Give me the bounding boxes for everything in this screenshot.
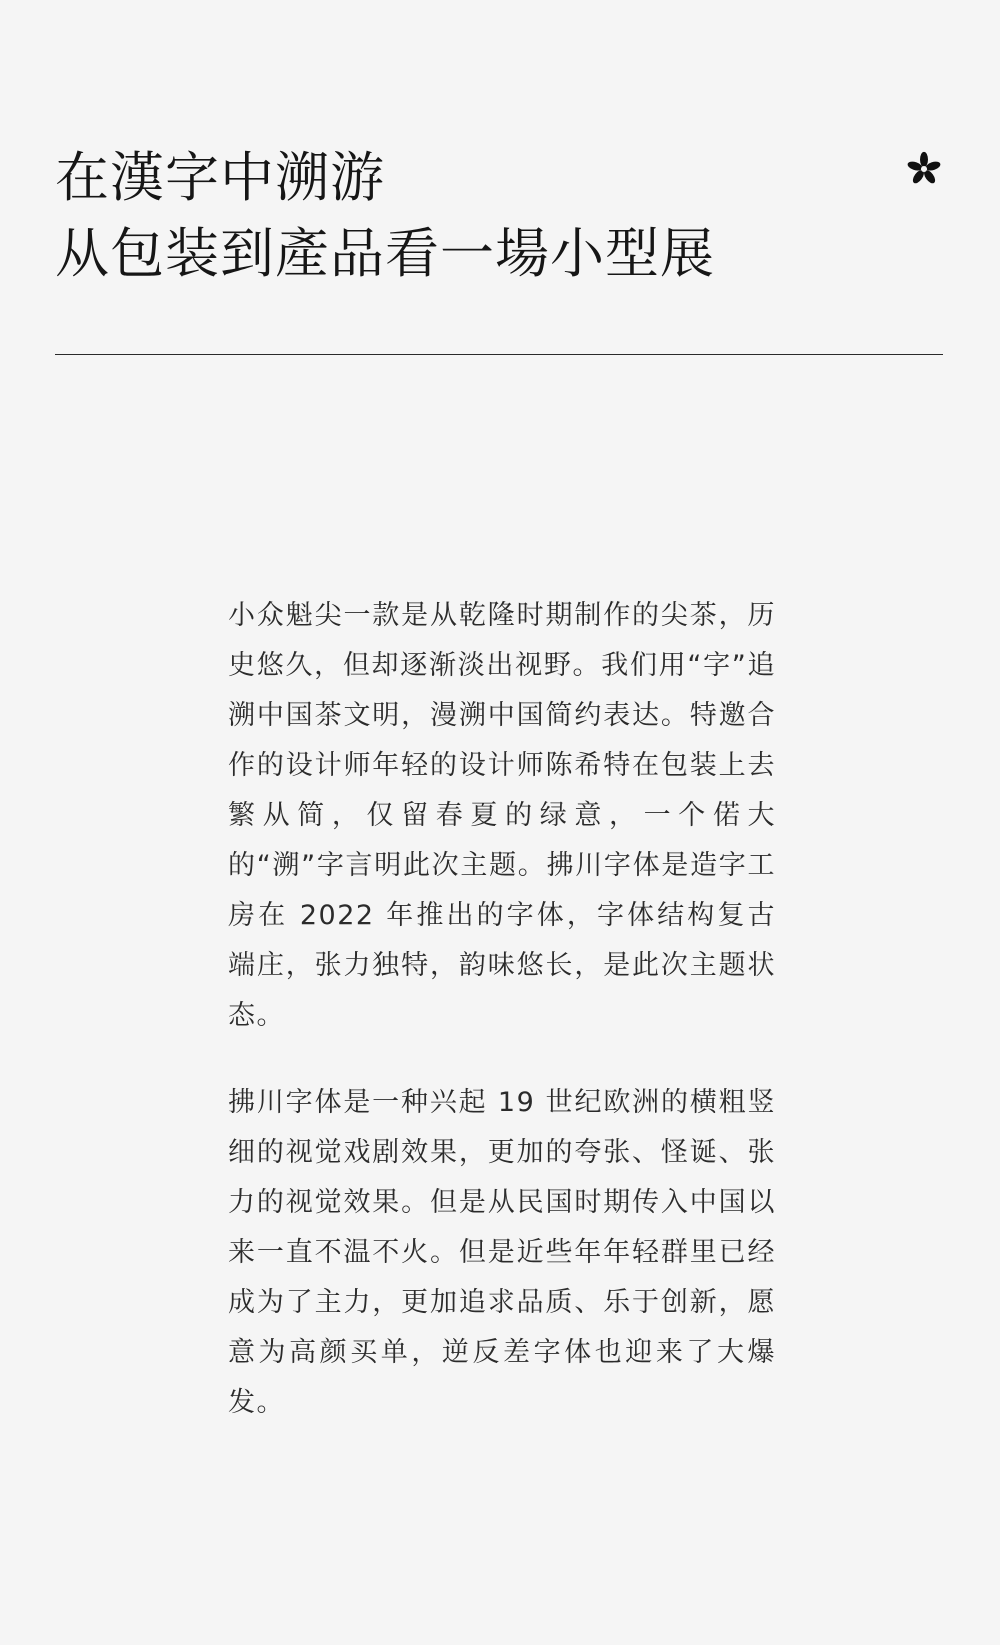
article-paragraph-2: 拂川字体是一种兴起 19 世纪欧洲的横粗竖细的视觉戏剧效果，更加的夸张、怪诞、张力的视觉效果。但是从民国时期传入中国以来一直不温不火。但是近些年年轻群里已经成为了主力，更加追求品质、乐于创新，愿意为高颜买单，逆反差字体也迎来了大爆发。 [228, 1087, 776, 1418]
title-line-2: 从包装到產品看一場小型展 [55, 222, 715, 285]
header-divider [55, 354, 943, 355]
article-paragraph-1: 小众魁尖一款是从乾隆时期制作的尖茶，历史悠久，但却逐渐淡出视野。我们用“字”追溯中国茶文明，漫溯中国简约表达。特邀合作的设计师年轻的设计师陈希特在包装上去繁从简，仅留春夏的绿意，一个偌大的“溯”字言明此次主题。拂川字体是造字工房在 2022 年推出的字体，字体结构复古端庄，张力独特，韵味悠长，是此次主题状态。 [228, 600, 776, 1031]
page-title [55, 140, 875, 292]
flower-asterisk-icon [905, 150, 943, 188]
article-body [228, 591, 776, 1428]
title-line-1: 在漢字中溯游 [55, 146, 385, 209]
